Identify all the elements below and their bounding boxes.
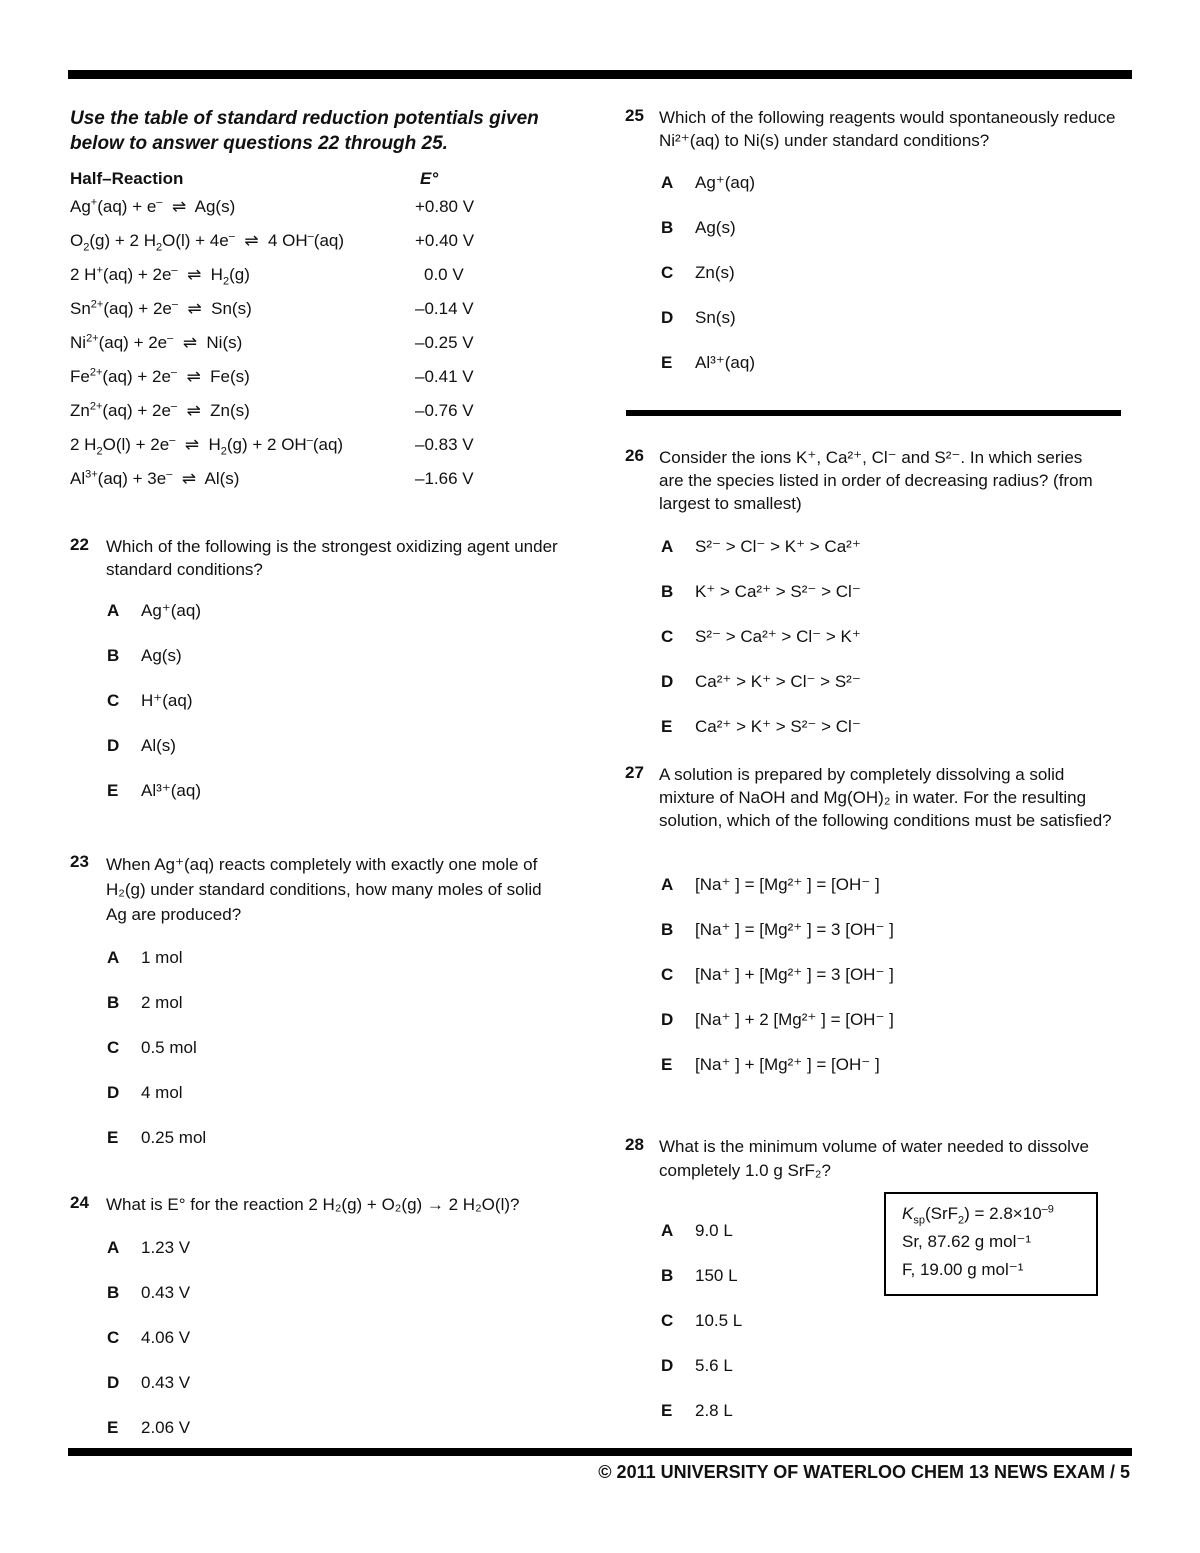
option-a[interactable]: 1.23 V bbox=[141, 1238, 191, 1257]
option-a[interactable]: S²⁻ > Cl⁻ > K⁺ > Ca²⁺ bbox=[695, 537, 861, 556]
option-letter: C bbox=[661, 965, 674, 984]
option-letter: E bbox=[107, 1418, 119, 1437]
potential-value: –0.83 V bbox=[415, 435, 474, 454]
option-b[interactable]: Ag(s) bbox=[141, 646, 182, 665]
option-letter: A bbox=[661, 1221, 674, 1240]
bottom-rule bbox=[68, 1448, 1132, 1456]
half-reaction-row: $Zn^{2+}(aq) + 2e^-$ ⇌ Zn(s) bbox=[70, 400, 250, 420]
half-reaction-row: 2 H+(aq) + 2e– ⇌ $H_2(g)$ bbox=[70, 264, 250, 288]
option-letter: B bbox=[107, 646, 120, 665]
option-letter: C bbox=[661, 263, 674, 282]
option-c[interactable]: Zn(s) bbox=[695, 263, 735, 282]
option-c[interactable]: 0.5 mol bbox=[141, 1038, 197, 1057]
question-number: 22 bbox=[70, 535, 89, 554]
option-e[interactable]: Ca²⁺ > K⁺ > S²⁻ > Cl⁻ bbox=[695, 717, 861, 736]
half-reaction-row: Ag+(aq) + e– ⇌ Ag(s) bbox=[70, 196, 236, 216]
potential-value: –1.66 V bbox=[415, 469, 474, 488]
option-e[interactable]: Al³⁺(aq) bbox=[695, 353, 755, 372]
option-d[interactable]: 0.43 V bbox=[141, 1373, 191, 1392]
option-letter: B bbox=[661, 218, 674, 237]
option-d[interactable]: 4 mol bbox=[141, 1083, 183, 1102]
option-a[interactable]: Ag⁺(aq) bbox=[141, 601, 201, 620]
question-number: 24 bbox=[70, 1193, 89, 1212]
table-header-reaction: Half–Reaction bbox=[70, 169, 184, 188]
option-a[interactable]: 9.0 L bbox=[695, 1221, 733, 1240]
option-letter: B bbox=[107, 993, 120, 1012]
potential-value: +0.80 V bbox=[415, 197, 475, 216]
option-d[interactable]: 5.6 L bbox=[695, 1356, 733, 1375]
option-letter: A bbox=[107, 1238, 120, 1257]
option-letter: C bbox=[107, 1038, 120, 1057]
option-letter: D bbox=[661, 1010, 674, 1029]
option-letter: E bbox=[661, 1055, 673, 1074]
half-reaction-row: $O_2(g) + 2$ $H_2O(l) + 4e^-$ ⇌ 4 OH–(aq) bbox=[70, 230, 345, 254]
option-letter: E bbox=[661, 1401, 673, 1420]
question-text: Which of the following reagents would spontaneously reduce Ni²⁺(aq) to Ni(s) under standard conditions? bbox=[659, 108, 1116, 150]
question-text: What is E° for the reaction 2 H₂(g) + O₂(g) → 2 H₂O(l)? bbox=[106, 1195, 520, 1214]
potential-value: –0.76 V bbox=[415, 401, 474, 420]
potential-value: +0.40 V bbox=[415, 231, 475, 250]
question-text: Consider the ions K⁺, Ca²⁺, Cl⁻ and S²⁻. In which series are the species listed in order of decreasing radius? (from largest to smallest) bbox=[659, 448, 1093, 513]
option-letter: D bbox=[107, 1083, 120, 1102]
potential-value: –0.41 V bbox=[415, 367, 474, 386]
page-footer: © 2011 UNIVERSITY OF WATERLOO CHEM 13 NEWS EXAM / 5 bbox=[598, 1462, 1130, 1482]
section-divider bbox=[626, 410, 1121, 416]
option-e[interactable]: 2.8 L bbox=[695, 1401, 733, 1420]
half-reaction-row: $Sn^{2+}(aq) + 2e^-$ ⇌ Sn(s) bbox=[70, 298, 252, 318]
option-e[interactable]: Al³⁺(aq) bbox=[141, 781, 201, 800]
question-number: 25 bbox=[625, 106, 644, 125]
option-letter: B bbox=[661, 1266, 674, 1285]
option-b[interactable]: K⁺ > Ca²⁺ > S²⁻ > Cl⁻ bbox=[695, 582, 861, 601]
table-intro: Use the table of standard reduction potentials given below to answer questions 22 through 25. bbox=[70, 108, 539, 154]
question-number: 27 bbox=[625, 763, 644, 782]
option-letter: A bbox=[107, 948, 120, 967]
option-letter: B bbox=[661, 920, 674, 939]
option-c[interactable]: 4.06 V bbox=[141, 1328, 191, 1347]
option-letter: D bbox=[107, 736, 120, 755]
ksp-line: $K_{sp}(SrF_2) = 2.8\times 10^{-9}$ bbox=[902, 1203, 1054, 1227]
option-e[interactable]: 0.25 mol bbox=[141, 1128, 207, 1147]
molar-mass-sr: Sr, 87.62 g mol⁻¹ bbox=[902, 1232, 1031, 1251]
option-b[interactable]: 2 mol bbox=[141, 993, 183, 1012]
question-number: 23 bbox=[70, 852, 89, 871]
option-letter: B bbox=[661, 582, 674, 601]
question-text: What is the minimum volume of water needed to dissolve completely 1.0 g SrF₂? bbox=[659, 1137, 1089, 1180]
option-c[interactable]: H⁺(aq) bbox=[141, 691, 193, 710]
option-letter: C bbox=[661, 627, 674, 646]
option-letter: D bbox=[661, 308, 674, 327]
question-text: A solution is prepared by completely dissolving a solid mixture of NaOH and Mg(OH)₂ in water. For the resulting solution, which of the following conditions must be satisfied? bbox=[659, 765, 1112, 830]
option-e[interactable]: [Na⁺ ] + [Mg²⁺ ] = [OH⁻ ] bbox=[695, 1055, 880, 1074]
option-b[interactable]: Ag(s) bbox=[695, 218, 736, 237]
option-c[interactable]: [Na⁺ ] + [Mg²⁺ ] = 3 [OH⁻ ] bbox=[695, 965, 894, 984]
option-a[interactable]: [Na⁺ ] = [Mg²⁺ ] = [OH⁻ ] bbox=[695, 875, 880, 894]
half-reaction-row: 2 $H_2O(l) + 2e^-$ ⇌ $H_2(g) + 2$ OH–(aq) bbox=[70, 434, 344, 458]
question-number: 28 bbox=[625, 1135, 644, 1154]
question-number: 26 bbox=[625, 446, 644, 465]
option-e[interactable]: 2.06 V bbox=[141, 1418, 191, 1437]
option-letter: E bbox=[661, 717, 673, 736]
ksp-info-box bbox=[884, 1192, 1098, 1296]
question-text: Which of the following is the strongest oxidizing agent under standard conditions? bbox=[106, 537, 558, 579]
option-letter: D bbox=[661, 1356, 674, 1375]
option-a[interactable]: Ag⁺(aq) bbox=[695, 173, 755, 192]
option-letter: A bbox=[661, 537, 674, 556]
half-reaction-row: $Al^{3+}(aq) + 3e^-$ ⇌ Al(s) bbox=[70, 468, 240, 488]
potential-value: –0.25 V bbox=[415, 333, 474, 352]
option-d[interactable]: Sn(s) bbox=[695, 308, 736, 327]
option-b[interactable]: [Na⁺ ] = [Mg²⁺ ] = 3 [OH⁻ ] bbox=[695, 920, 894, 939]
table-header-e: E° bbox=[420, 169, 439, 188]
option-d[interactable]: Al(s) bbox=[141, 736, 176, 755]
option-c[interactable]: 10.5 L bbox=[695, 1311, 743, 1330]
option-letter: D bbox=[661, 672, 674, 691]
half-reaction-row: $Ni^{2+}(aq) + 2e^-$ ⇌ Ni(s) bbox=[70, 332, 243, 352]
option-letter: A bbox=[107, 601, 120, 620]
option-b[interactable]: 0.43 V bbox=[141, 1283, 191, 1302]
option-letter: B bbox=[107, 1283, 120, 1302]
option-letter: A bbox=[661, 875, 674, 894]
option-letter: E bbox=[661, 353, 673, 372]
question-text: When Ag⁺(aq) reacts completely with exactly one mole of H₂(g) under standard conditions, how many moles of solid Ag are produced? bbox=[106, 855, 542, 924]
option-letter: E bbox=[107, 781, 119, 800]
option-d[interactable]: [Na⁺ ] + 2 [Mg²⁺ ] = [OH⁻ ] bbox=[695, 1010, 894, 1029]
half-reaction-row: $Fe^{2+}(aq) + 2e^-$ ⇌ Fe(s) bbox=[70, 366, 250, 386]
option-letter: C bbox=[107, 691, 120, 710]
potential-value: 0.0 V bbox=[424, 265, 464, 284]
option-letter: E bbox=[107, 1128, 119, 1147]
option-letter: C bbox=[661, 1311, 674, 1330]
option-letter: C bbox=[107, 1328, 120, 1347]
option-b[interactable]: 150 L bbox=[695, 1266, 738, 1285]
option-letter: A bbox=[661, 173, 674, 192]
molar-mass-f: F, 19.00 g mol⁻¹ bbox=[902, 1260, 1024, 1279]
option-letter: D bbox=[107, 1373, 120, 1392]
option-d[interactable]: Ca²⁺ > K⁺ > Cl⁻ > S²⁻ bbox=[695, 672, 861, 691]
potential-value: –0.14 V bbox=[415, 299, 474, 318]
top-rule bbox=[68, 70, 1132, 79]
option-c[interactable]: S²⁻ > Ca²⁺ > Cl⁻ > K⁺ bbox=[695, 627, 861, 646]
option-a[interactable]: 1 mol bbox=[141, 948, 183, 967]
